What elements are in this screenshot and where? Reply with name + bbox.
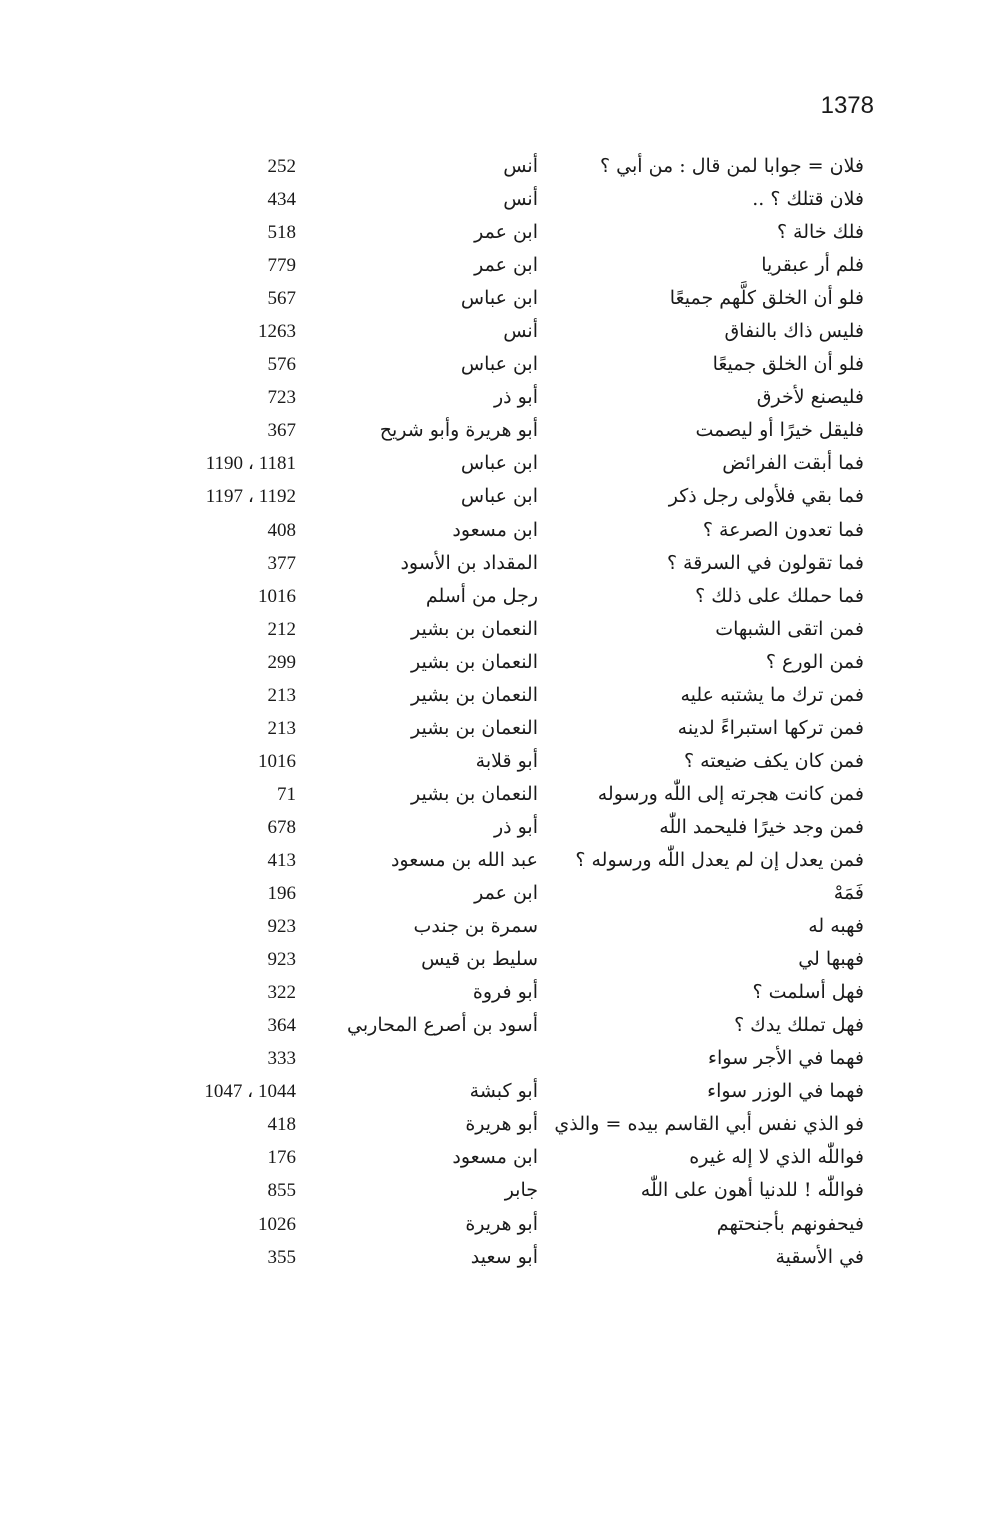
entry-reference-number: 1026 [258, 1213, 296, 1235]
entry-phrase: فليقل خيرًا أو ليصمت [695, 419, 864, 442]
entry-reference-number: 408 [267, 519, 296, 541]
entry-reference-number: 1263 [258, 321, 296, 343]
index-entry [0, 1009, 986, 1042]
index-entry [0, 381, 986, 414]
index-entry [0, 712, 986, 745]
entry-phrase: فمن اتقى الشبهات [715, 617, 864, 640]
index-entry [0, 778, 986, 811]
index-entry [0, 811, 986, 844]
entry-narrator: أبو هريرة [465, 1113, 538, 1136]
entry-reference-number: 1181 ، 1190 [205, 453, 296, 475]
entry-phrase: فلك خالة ؟ [776, 221, 864, 244]
entry-reference-number: 252 [267, 156, 296, 177]
page-number: 1378 [820, 92, 874, 119]
entry-narrator: أبو كبشة [469, 1080, 538, 1103]
entry-narrator: أبو ذر [493, 815, 538, 838]
entry-phrase: فمن كانت هجرته إلى اللّٰه ورسوله [597, 782, 864, 805]
index-entry [0, 1241, 986, 1274]
entry-narrator: ابن عمر [474, 221, 538, 244]
index-entry [0, 183, 986, 216]
entry-phrase: فهل تملك يدك ؟ [734, 1014, 864, 1037]
entry-reference-number: 567 [267, 288, 296, 310]
hadith-index-table [0, 150, 986, 1274]
index-entry [0, 745, 986, 778]
entry-reference-number: 322 [267, 982, 296, 1004]
entry-narrator: أنس [503, 320, 538, 343]
index-entry [0, 1208, 986, 1241]
entry-narrator: أبو هريرة [465, 1212, 538, 1235]
entry-reference-number: 1044 ، 1047 [204, 1081, 296, 1103]
entry-narrator: أنس [503, 188, 538, 211]
entry-narrator: ابن عباس [460, 287, 538, 310]
entry-phrase: فو الذي نفس أبي القاسم بيده = والذي [554, 1113, 864, 1136]
entry-narrator: ابن عباس [460, 452, 538, 475]
index-entry [0, 547, 986, 580]
entry-narrator: النعمان بن بشير [411, 617, 538, 640]
entry-reference-number: 355 [267, 1246, 296, 1268]
entry-reference-number: 855 [267, 1180, 296, 1202]
entry-phrase: فلان = جوابا لمن قال : من أبي ؟ [600, 155, 864, 177]
entry-phrase: فليصنع لأخرق [756, 386, 864, 409]
index-entry [0, 216, 986, 249]
entry-phrase: فما بقي فلأولى رجل ذكر [668, 485, 864, 508]
index-entry [0, 976, 986, 1009]
entry-phrase: فمن وجد خيرًا فليحمد اللّٰه [659, 815, 864, 838]
index-entry [0, 150, 986, 183]
entry-narrator: النعمان بن بشير [411, 683, 538, 706]
index-entry [0, 1108, 986, 1141]
entry-reference-number: 71 [277, 783, 296, 805]
entry-reference-number: 213 [267, 684, 296, 706]
entry-reference-number: 923 [267, 949, 296, 971]
entry-narrator: ابن عباس [460, 353, 538, 376]
index-entry [0, 679, 986, 712]
entry-reference-number: 434 [267, 189, 296, 211]
entry-phrase: فمن تركها استبراءً لدينه [677, 716, 864, 739]
entry-narrator: سمرة بن جندب [413, 915, 538, 938]
entry-phrase: فما أبقت الفرائض [722, 452, 864, 475]
entry-narrator: ابن مسعود [452, 518, 538, 541]
entry-narrator: النعمان بن بشير [411, 782, 538, 805]
index-entry [0, 514, 986, 547]
entry-narrator: رجل من أسلم [425, 584, 538, 607]
index-entry [0, 414, 986, 447]
entry-narrator: سليط بن قيس [421, 948, 538, 971]
entry-phrase: فليس ذاك بالنفاق [724, 320, 864, 343]
entry-narrator: أبو فروة [472, 981, 538, 1004]
entry-reference-number: 779 [267, 255, 296, 277]
entry-reference-number: 196 [267, 883, 296, 905]
index-entry [0, 943, 986, 976]
entry-reference-number: 1192 ، 1197 [205, 486, 296, 508]
entry-narrator: أبو ذر [493, 386, 538, 409]
entry-phrase: فهما في الوزر سواء [707, 1080, 864, 1103]
entry-reference-number: 418 [267, 1114, 296, 1136]
index-entry [0, 348, 986, 381]
index-entry [0, 249, 986, 282]
entry-phrase: فواللّٰه ! للدنيا أهون على اللّٰه [640, 1179, 864, 1202]
entry-reference-number: 364 [267, 1015, 296, 1037]
index-entry [0, 877, 986, 910]
index-entry [0, 1075, 986, 1108]
entry-phrase: فلم أر عبقريا [761, 254, 864, 277]
entry-phrase: فمن ترك ما يشتبه عليه [680, 683, 864, 706]
entry-phrase: فواللّٰه الذي لا إله غيره [689, 1146, 864, 1169]
entry-reference-number: 1016 [258, 750, 296, 772]
entry-reference-number: 923 [267, 916, 296, 938]
entry-phrase: فهبها لي [798, 948, 864, 971]
entry-narrator: جابر [504, 1179, 538, 1202]
index-entry [0, 580, 986, 613]
entry-narrator: ابن مسعود [452, 1146, 538, 1169]
entry-narrator: ابن عباس [460, 485, 538, 508]
entry-reference-number: 678 [267, 816, 296, 838]
entry-narrator: النعمان بن بشير [411, 650, 538, 673]
index-entry [0, 315, 986, 348]
index-entry [0, 844, 986, 877]
entry-phrase: فما حملك على ذلك ؟ [695, 584, 864, 607]
entry-phrase: فَمَهْ [833, 882, 864, 905]
entry-narrator: المقداد بن الأسود [400, 551, 538, 574]
index-entry [0, 646, 986, 679]
entry-reference-number: 377 [267, 552, 296, 574]
entry-reference-number: 576 [267, 354, 296, 376]
entry-phrase: فلو أن الخلق جميعًا [712, 353, 864, 376]
entry-reference-number: 176 [267, 1147, 296, 1169]
entry-narrator: أبو سعيد [470, 1245, 538, 1268]
entry-reference-number: 299 [267, 651, 296, 673]
entry-phrase: فمن كان يكف ضيعته ؟ [684, 749, 864, 772]
entry-reference-number: 518 [267, 222, 296, 244]
entry-narrator: عبد الله بن مسعود [390, 848, 538, 871]
index-entry [0, 447, 986, 480]
entry-narrator: أبو قلابة [475, 749, 538, 772]
entry-phrase: فمن يعدل إن لم يعدل اللّٰه ورسوله ؟ [575, 848, 864, 871]
entry-phrase: فهل أسلمت ؟ [752, 981, 864, 1004]
index-entry [0, 480, 986, 513]
index-entry [0, 1141, 986, 1174]
index-entry [0, 1042, 986, 1075]
entry-phrase: فما تقولون في السرقة ؟ [666, 551, 864, 574]
entry-narrator: أنس [503, 155, 538, 177]
entry-phrase: فيحفونهم بأجنحتهم [716, 1212, 864, 1235]
index-entry [0, 613, 986, 646]
entry-phrase: فمن الورع ؟ [765, 650, 864, 673]
entry-phrase: في الأسقية [775, 1245, 864, 1268]
index-entry [0, 910, 986, 943]
entry-phrase: فهما في الأجر سواء [708, 1047, 864, 1070]
entry-reference-number: 1016 [258, 585, 296, 607]
entry-narrator: ابن عمر [474, 254, 538, 277]
entry-reference-number: 723 [267, 387, 296, 409]
entry-reference-number: 413 [267, 849, 296, 871]
entry-narrator: أبو هريرة وأبو شريح [379, 419, 538, 442]
index-entry [0, 1174, 986, 1207]
entry-reference-number: 213 [267, 717, 296, 739]
entry-narrator: ابن عمر [474, 882, 538, 905]
entry-phrase: فما تعدون الصرعة ؟ [702, 518, 864, 541]
entry-narrator: النعمان بن بشير [411, 716, 538, 739]
entry-reference-number: 367 [267, 420, 296, 442]
index-entry [0, 282, 986, 315]
entry-phrase: فلان قتلك ؟ .. [752, 188, 864, 211]
entry-phrase: فهبه له [808, 915, 864, 938]
entry-narrator: أسود بن أصرع المحاربي [347, 1014, 538, 1037]
entry-phrase: فلو أن الخلق كلَّهم جميعًا [669, 287, 864, 310]
entry-reference-number: 212 [267, 618, 296, 640]
entry-reference-number: 333 [267, 1048, 296, 1070]
